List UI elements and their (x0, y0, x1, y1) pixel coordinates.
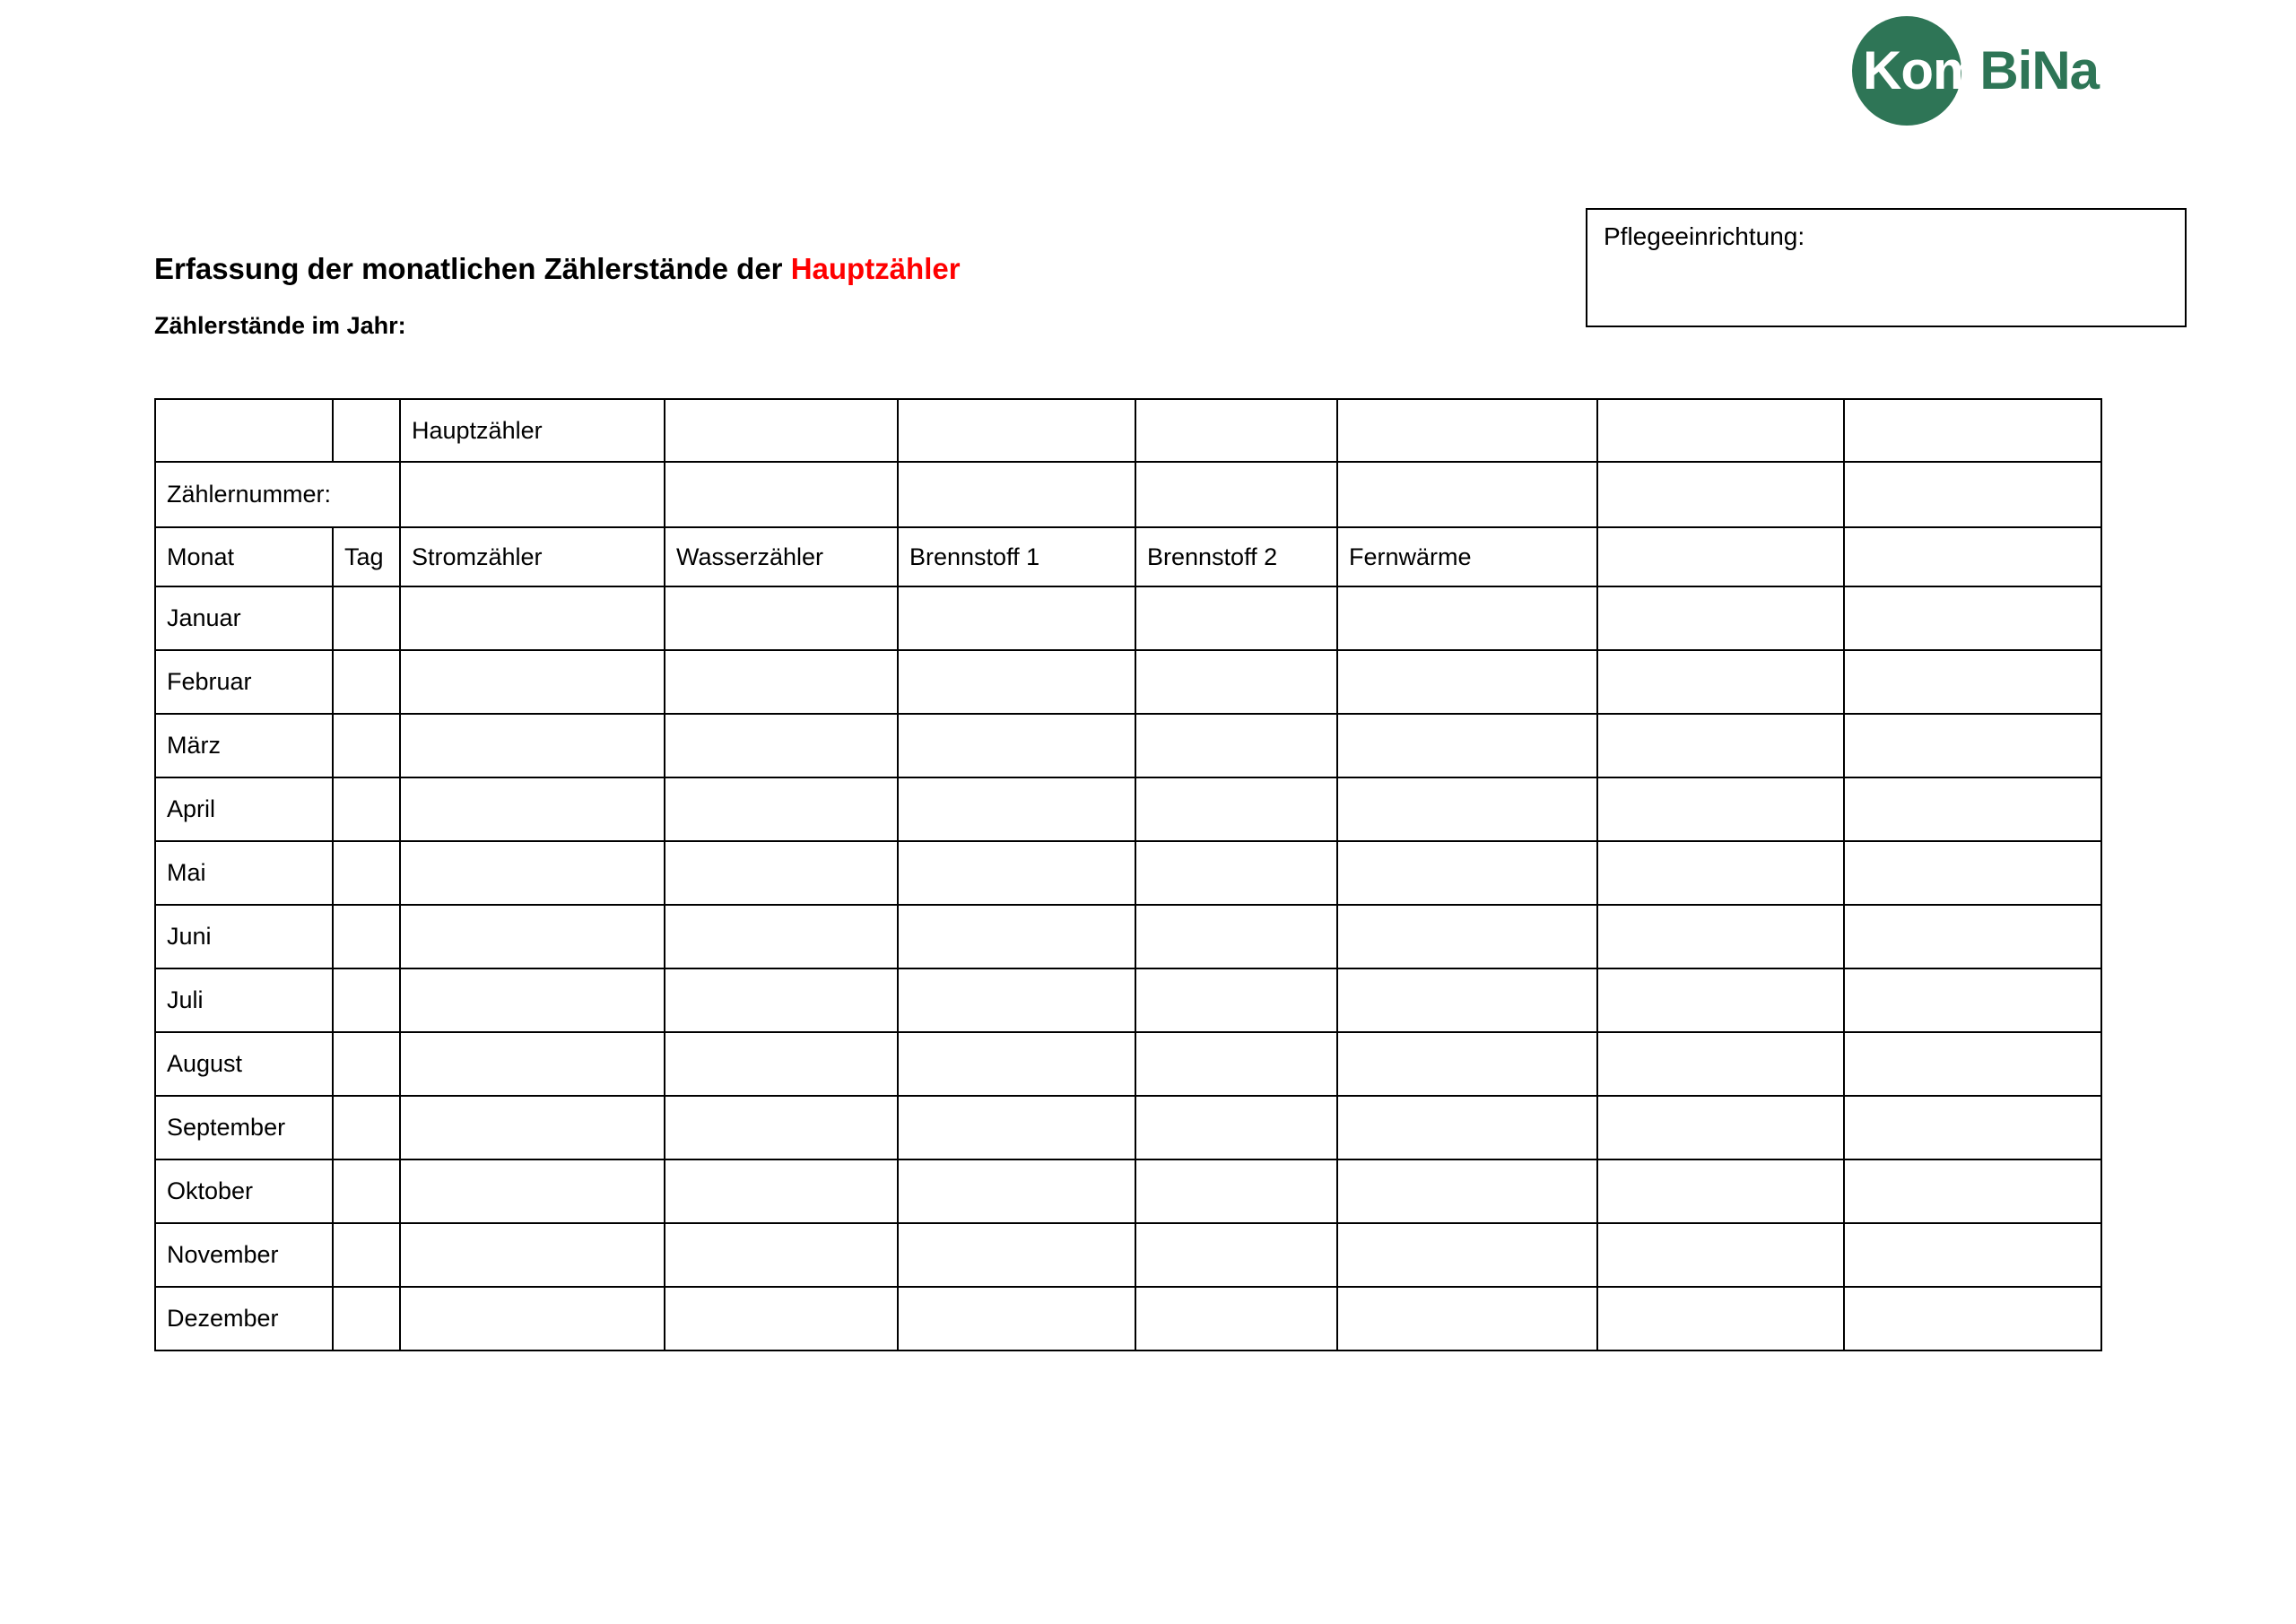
meter-number-label: Zählernummer: (155, 462, 400, 527)
column-header-fernwaerme: Fernwärme (1337, 527, 1597, 586)
row-value-brennstoff-2[interactable] (1135, 841, 1337, 905)
column-header-brennstoff-1: Brennstoff 1 (898, 527, 1135, 586)
table-row (155, 1096, 2101, 1159)
row-value-extra-1[interactable] (1597, 1032, 1844, 1096)
row-value-brennstoff-1[interactable] (898, 1287, 1135, 1350)
row-value-wasserzaehler[interactable] (665, 586, 898, 650)
row-value-wasserzaehler[interactable] (665, 1223, 898, 1287)
row-value-extra-2[interactable] (1844, 905, 2101, 968)
table-row (155, 1159, 2101, 1223)
row-value-extra-2[interactable] (1844, 650, 2101, 714)
row-tag-input[interactable] (333, 841, 400, 905)
row-value-fernwaerme[interactable] (1337, 1096, 1597, 1159)
row-value-stromzaehler[interactable] (400, 586, 665, 650)
row-value-brennstoff-1[interactable] (898, 1223, 1135, 1287)
row-value-brennstoff-1[interactable] (898, 1096, 1135, 1159)
meter-number-input-extra2[interactable] (1844, 462, 2101, 527)
row-value-stromzaehler[interactable] (400, 1159, 665, 1223)
facility-input-box[interactable] (1586, 208, 2187, 327)
table-group-header-row (155, 399, 2101, 462)
meter-readings-table (154, 398, 2102, 1351)
row-value-fernwaerme[interactable] (1337, 650, 1597, 714)
meter-number-input-wasser[interactable] (665, 462, 898, 527)
row-value-brennstoff-2[interactable] (1135, 714, 1337, 777)
row-value-brennstoff-1[interactable] (898, 905, 1135, 968)
row-tag-input[interactable] (333, 1032, 400, 1096)
row-tag-input[interactable] (333, 1159, 400, 1223)
row-value-stromzaehler[interactable] (400, 1032, 665, 1096)
row-value-stromzaehler[interactable] (400, 777, 665, 841)
row-value-extra-2[interactable] (1844, 586, 2101, 650)
row-month-label: März (155, 714, 333, 777)
row-value-brennstoff-2[interactable] (1135, 905, 1337, 968)
group-header-cell-6 (1135, 399, 1337, 462)
row-value-extra-2[interactable] (1844, 1287, 2101, 1350)
page-title-accent: Hauptzähler (790, 252, 961, 285)
row-value-wasserzaehler[interactable] (665, 650, 898, 714)
row-value-brennstoff-1[interactable] (898, 650, 1135, 714)
table-row (155, 1223, 2101, 1287)
meter-number-input-bs2[interactable] (1135, 462, 1337, 527)
row-value-fernwaerme[interactable] (1337, 841, 1597, 905)
row-tag-input[interactable] (333, 1096, 400, 1159)
row-tag-input[interactable] (333, 586, 400, 650)
row-value-wasserzaehler[interactable] (665, 1159, 898, 1223)
row-value-extra-2[interactable] (1844, 777, 2101, 841)
row-value-wasserzaehler[interactable] (665, 1287, 898, 1350)
row-month-label: Oktober (155, 1159, 333, 1223)
table-column-header-row (155, 527, 2101, 586)
row-value-brennstoff-2[interactable] (1135, 777, 1337, 841)
row-value-fernwaerme[interactable] (1337, 968, 1597, 1032)
row-value-extra-2[interactable] (1844, 1096, 2101, 1159)
row-value-brennstoff-1[interactable] (898, 714, 1135, 777)
group-header-cell-2 (333, 399, 400, 462)
row-value-extra-1[interactable] (1597, 714, 1844, 777)
facility-label: Pflegeeinrichtung: (1604, 222, 1805, 250)
row-value-fernwaerme[interactable] (1337, 1287, 1597, 1350)
row-month-label: Mai (155, 841, 333, 905)
meter-number-input-extra1[interactable] (1597, 462, 1844, 527)
column-header-stromzaehler: Stromzähler (400, 527, 665, 586)
column-header-monat: Monat (155, 527, 333, 586)
row-value-extra-1[interactable] (1597, 586, 1844, 650)
row-value-stromzaehler[interactable] (400, 1096, 665, 1159)
column-header-extra-2 (1844, 527, 2101, 586)
row-value-brennstoff-2[interactable] (1135, 1032, 1337, 1096)
table-row (155, 650, 2101, 714)
table-row (155, 841, 2101, 905)
year-label: Zählerstände im Jahr: (154, 312, 406, 339)
row-tag-input[interactable] (333, 777, 400, 841)
column-header-tag: Tag (333, 527, 400, 586)
row-value-stromzaehler[interactable] (400, 841, 665, 905)
row-month-label: April (155, 777, 333, 841)
row-value-extra-1[interactable] (1597, 650, 1844, 714)
row-value-fernwaerme[interactable] (1337, 777, 1597, 841)
column-header-wasserzaehler: Wasserzähler (665, 527, 898, 586)
column-header-extra-1 (1597, 527, 1844, 586)
row-tag-input[interactable] (333, 1287, 400, 1350)
row-value-brennstoff-2[interactable] (1135, 650, 1337, 714)
logo-wordmark (1852, 16, 2229, 126)
row-value-stromzaehler[interactable] (400, 1223, 665, 1287)
row-value-wasserzaehler[interactable] (665, 905, 898, 968)
table-row (155, 1287, 2101, 1350)
page-title-prefix: Erfassung der monatlichen Zählerstände der (154, 252, 791, 285)
meter-number-input-fern[interactable] (1337, 462, 1597, 527)
row-value-extra-1[interactable] (1597, 1287, 1844, 1350)
row-month-label: Februar (155, 650, 333, 714)
group-header-cell-7 (1337, 399, 1597, 462)
row-value-extra-2[interactable] (1844, 1159, 2101, 1223)
row-value-stromzaehler[interactable] (400, 905, 665, 968)
row-month-label: September (155, 1096, 333, 1159)
row-value-brennstoff-1[interactable] (898, 1032, 1135, 1096)
row-value-wasserzaehler[interactable] (665, 714, 898, 777)
row-value-extra-2[interactable] (1844, 714, 2101, 777)
row-value-brennstoff-1[interactable] (898, 777, 1135, 841)
row-value-extra-2[interactable] (1844, 1223, 2101, 1287)
table-row (155, 777, 2101, 841)
row-value-brennstoff-1[interactable] (898, 586, 1135, 650)
group-header-cell-8 (1597, 399, 1844, 462)
row-value-extra-1[interactable] (1597, 777, 1844, 841)
row-value-extra-1[interactable] (1597, 841, 1844, 905)
row-month-label: November (155, 1223, 333, 1287)
row-month-label: Juli (155, 968, 333, 1032)
row-value-brennstoff-2[interactable] (1135, 1223, 1337, 1287)
row-value-fernwaerme[interactable] (1337, 1159, 1597, 1223)
row-tag-input[interactable] (333, 650, 400, 714)
row-value-stromzaehler[interactable] (400, 968, 665, 1032)
row-value-wasserzaehler[interactable] (665, 841, 898, 905)
row-value-fernwaerme[interactable] (1337, 714, 1597, 777)
page-title (154, 252, 961, 286)
table-row (155, 1032, 2101, 1096)
row-value-brennstoff-2[interactable] (1135, 1287, 1337, 1350)
row-value-wasserzaehler[interactable] (665, 968, 898, 1032)
row-value-extra-1[interactable] (1597, 905, 1844, 968)
row-value-extra-1[interactable] (1597, 1159, 1844, 1223)
row-value-brennstoff-2[interactable] (1135, 1096, 1337, 1159)
table-row (155, 714, 2101, 777)
row-value-fernwaerme[interactable] (1337, 1032, 1597, 1096)
row-value-brennstoff-1[interactable] (898, 841, 1135, 905)
table-row (155, 968, 2101, 1032)
row-tag-input[interactable] (333, 714, 400, 777)
row-value-brennstoff-2[interactable] (1135, 968, 1337, 1032)
group-header-cell-4 (665, 399, 898, 462)
row-value-brennstoff-2[interactable] (1135, 1159, 1337, 1223)
row-value-extra-1[interactable] (1597, 968, 1844, 1032)
meter-number-input-bs1[interactable] (898, 462, 1135, 527)
kombina-logo (1852, 16, 2229, 126)
row-value-fernwaerme[interactable] (1337, 1223, 1597, 1287)
row-value-extra-2[interactable] (1844, 1032, 2101, 1096)
row-value-extra-2[interactable] (1844, 968, 2101, 1032)
row-value-extra-1[interactable] (1597, 1223, 1844, 1287)
table-row (155, 586, 2101, 650)
table-meter-number-row (155, 462, 2101, 527)
row-tag-input[interactable] (333, 905, 400, 968)
row-tag-input[interactable] (333, 1223, 400, 1287)
row-value-stromzaehler[interactable] (400, 714, 665, 777)
row-value-fernwaerme[interactable] (1337, 905, 1597, 968)
row-value-brennstoff-1[interactable] (898, 1159, 1135, 1223)
row-value-brennstoff-2[interactable] (1135, 586, 1337, 650)
row-value-wasserzaehler[interactable] (665, 777, 898, 841)
row-value-fernwaerme[interactable] (1337, 586, 1597, 650)
column-header-brennstoff-2: Brennstoff 2 (1135, 527, 1337, 586)
group-header-hauptzaehler: Hauptzähler (400, 399, 665, 462)
row-tag-input[interactable] (333, 968, 400, 1032)
group-header-cell-5 (898, 399, 1135, 462)
row-month-label: August (155, 1032, 333, 1096)
row-month-label: Dezember (155, 1287, 333, 1350)
group-header-cell-1 (155, 399, 333, 462)
logo-text-kom: Kom (1863, 40, 1980, 100)
row-value-stromzaehler[interactable] (400, 650, 665, 714)
row-month-label: Januar (155, 586, 333, 650)
table-row (155, 905, 2101, 968)
row-value-brennstoff-1[interactable] (898, 968, 1135, 1032)
row-month-label: Juni (155, 905, 333, 968)
meter-number-input-strom[interactable] (400, 462, 665, 527)
row-value-extra-1[interactable] (1597, 1096, 1844, 1159)
logo-text-bina: BiNa (1979, 40, 2100, 100)
row-value-stromzaehler[interactable] (400, 1287, 665, 1350)
row-value-extra-2[interactable] (1844, 841, 2101, 905)
group-header-cell-9 (1844, 399, 2101, 462)
row-value-wasserzaehler[interactable] (665, 1032, 898, 1096)
row-value-wasserzaehler[interactable] (665, 1096, 898, 1159)
